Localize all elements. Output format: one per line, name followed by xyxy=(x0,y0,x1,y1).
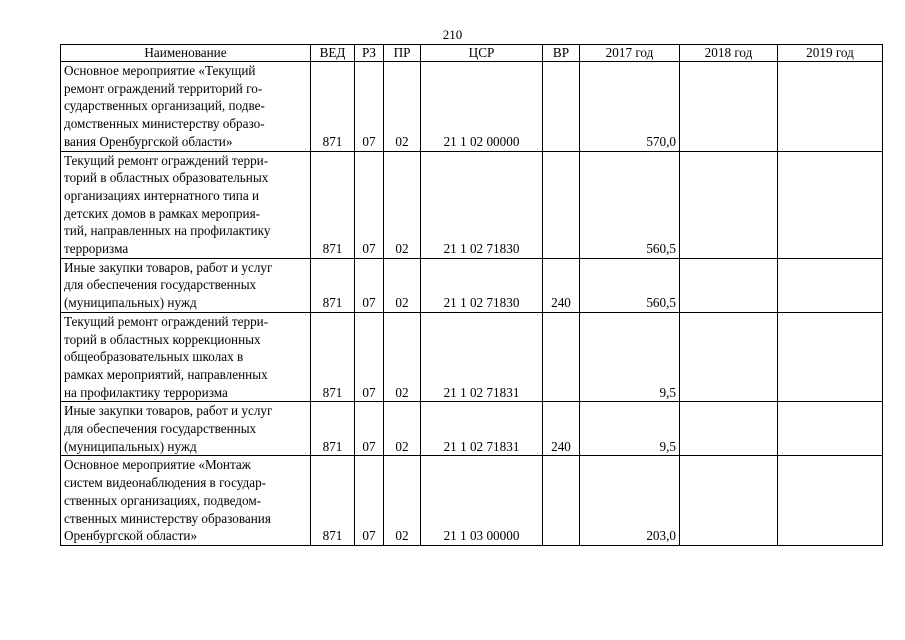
row-pr: 02 xyxy=(384,456,421,546)
header-pr: ПР xyxy=(384,45,421,62)
header-2017: 2017 год xyxy=(580,45,680,62)
header-2019: 2019 год xyxy=(778,45,883,62)
header-rz: РЗ xyxy=(355,45,384,62)
row-ved: 871 xyxy=(311,402,355,456)
row-2017: 9,5 xyxy=(580,402,680,456)
row-2018 xyxy=(680,258,778,312)
table-row xyxy=(61,402,883,456)
row-rz: 07 xyxy=(355,151,384,258)
row-vr xyxy=(543,62,580,152)
row-vr: 240 xyxy=(543,258,580,312)
row-name: Иные закупки товаров, работ и услуг для обеспечения государственных (муниципальных) нужд xyxy=(61,402,311,456)
row-ved: 871 xyxy=(311,151,355,258)
row-name: Основное мероприятие «Текущий ремонт ограждений территорий го- сударственных организаций, подве- домственных министерству образо- вания Оренбургской области» xyxy=(61,62,311,152)
row-rz: 07 xyxy=(355,456,384,546)
row-name: Текущий ремонт ограждений терри- торий в областных образовательных организациях интернатного типа и детских домов в рамках мероприя- тий, направленных на профилактику терроризма xyxy=(61,151,311,258)
row-pr: 02 xyxy=(384,62,421,152)
row-vr xyxy=(543,456,580,546)
table-header-row xyxy=(61,45,883,62)
row-2018 xyxy=(680,62,778,152)
row-2017: 203,0 xyxy=(580,456,680,546)
row-pr: 02 xyxy=(384,402,421,456)
row-2019 xyxy=(778,402,883,456)
row-rz: 07 xyxy=(355,402,384,456)
row-pr: 02 xyxy=(384,312,421,402)
row-2018 xyxy=(680,312,778,402)
page-number: 210 xyxy=(442,27,463,42)
row-ved: 871 xyxy=(311,456,355,546)
table-row xyxy=(61,62,883,152)
row-csr: 21 1 02 71831 xyxy=(421,312,543,402)
row-2018 xyxy=(680,151,778,258)
table-row xyxy=(61,151,883,258)
row-2018 xyxy=(680,402,778,456)
row-2017: 570,0 xyxy=(580,62,680,152)
row-name: Текущий ремонт ограждений терри- торий в областных коррекционных общеобразовательных школах в рамках мероприятий, направленных на профилактику терроризма xyxy=(61,312,311,402)
row-csr: 21 1 03 00000 xyxy=(421,456,543,546)
row-pr: 02 xyxy=(384,151,421,258)
row-ved: 871 xyxy=(311,258,355,312)
row-2017: 560,5 xyxy=(580,258,680,312)
row-rz: 07 xyxy=(355,312,384,402)
header-csr: ЦСР xyxy=(421,45,543,62)
row-2019 xyxy=(778,62,883,152)
budget-table xyxy=(60,44,883,546)
row-name: Иные закупки товаров, работ и услуг для обеспечения государственных (муниципальных) нужд xyxy=(61,258,311,312)
row-2017: 9,5 xyxy=(580,312,680,402)
row-csr: 21 1 02 71830 xyxy=(421,258,543,312)
row-2019 xyxy=(778,258,883,312)
table-row xyxy=(61,456,883,546)
header-vr: ВР xyxy=(543,45,580,62)
row-vr xyxy=(543,312,580,402)
row-ved: 871 xyxy=(311,312,355,402)
row-csr: 21 1 02 71830 xyxy=(421,151,543,258)
header-ved: ВЕД xyxy=(311,45,355,62)
row-rz: 07 xyxy=(355,62,384,152)
row-ved: 871 xyxy=(311,62,355,152)
row-csr: 21 1 02 71831 xyxy=(421,402,543,456)
row-name: Основное мероприятие «Монтаж систем видеонаблюдения в государ- ственных организациях, подведом- ственных министерству образования Оренбургской области» xyxy=(61,456,311,546)
table-row xyxy=(61,312,883,402)
row-2019 xyxy=(778,456,883,546)
row-2019 xyxy=(778,151,883,258)
row-pr: 02 xyxy=(384,258,421,312)
row-vr xyxy=(543,151,580,258)
table-row xyxy=(61,258,883,312)
row-2019 xyxy=(778,312,883,402)
row-2018 xyxy=(680,456,778,546)
row-rz: 07 xyxy=(355,258,384,312)
header-2018: 2018 год xyxy=(680,45,778,62)
row-vr: 240 xyxy=(543,402,580,456)
header-name: Наименование xyxy=(61,45,311,62)
row-csr: 21 1 02 00000 xyxy=(421,62,543,152)
row-2017: 560,5 xyxy=(580,151,680,258)
